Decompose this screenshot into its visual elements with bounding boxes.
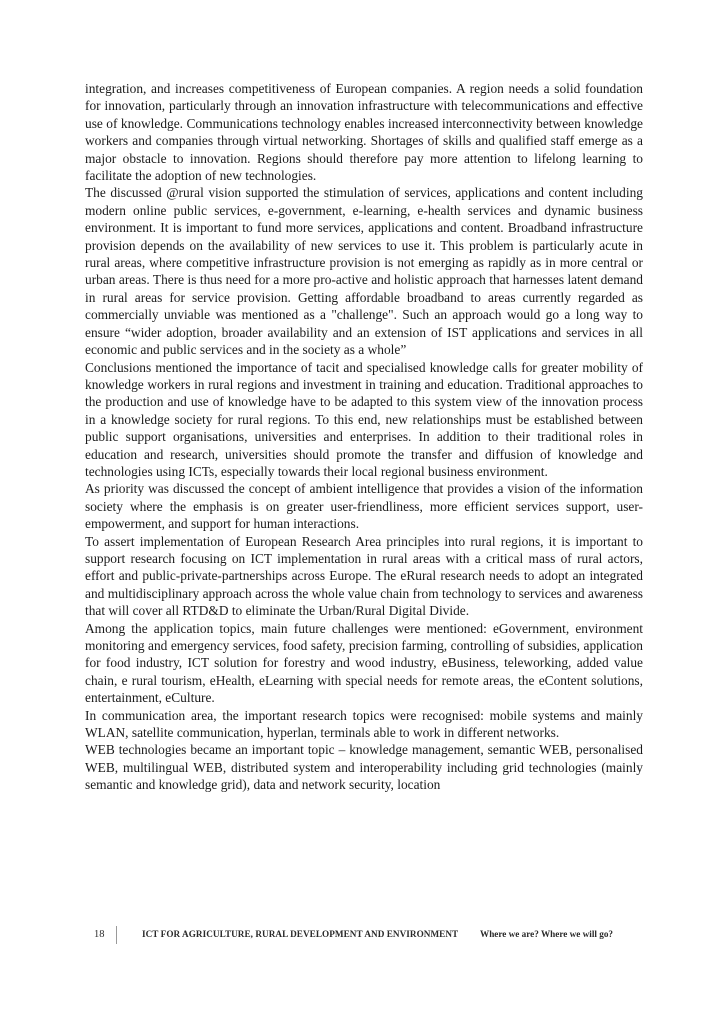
page-number: 18 [94,929,105,940]
footer-title: ICT FOR AGRICULTURE, RURAL DEVELOPMENT AND ENVIRONMENT [142,929,459,939]
paragraph: Conclusions mentioned the importance of tacit and specialised knowledge calls for greater mobility of knowledge workers in rural regions and investment in training and education. Traditional approaches to the production and use of knowledge have to be adapted to this system view of the innovation process in a knowledge society for rural regions. To this end, new relationships must be established between public support organisations, universities and enterprises. In addition to their traditional roles in education and research, universities should promote the transfer and diffusion of knowledge and technologies using ICTs, especially towards their local regional business environment. [85,359,643,479]
paragraph: WEB technologies became an important topic – knowledge management, semantic WEB, personalised WEB, multilingual WEB, distributed system and interoperability including grid technologies (mainly semantic and knowledge grid), data and network security, location [85,742,643,793]
paragraph: To assert implementation of European Research Area principles into rural regions, it is important to support research focusing on ICT implementation in rural areas with a critical mass of rural actors, effort and public-private-partnerships across Europe. The eRural research needs to adopt an integrated and multidisciplinary approach across the whole value chain from technology to services and awareness that will cover all RTD&D to eliminate the Urban/Rural Digital Divide. [85,533,643,619]
paragraph: In communication area, the important research topics were recognised: mobile systems and mainly WLAN, satellite communication, hyperlan, terminals able to work in different networks. [85,707,643,741]
paragraph: integration, and increases competitiveness of European companies. A region needs a solid foundation for innovation, particularly through an innovation infrastructure with telecommunications and effective use of knowledge. Communications technology enables increased interconnectivity between knowledge workers and companies through virtual networking. Shortages of skills and qualified staff emerge as a major obstacle to innovation. Regions should therefore pay more attention to lifelong learning to facilitate the adoption of new technologies. [85,81,643,184]
body-text [85,80,643,794]
page-footer [85,926,645,944]
paragraph: As priority was discussed the concept of ambient intelligence that provides a vision of the information society where the emphasis is on greater user-friendliness, more efficient services support, user-empowerment, and support for human interactions. [85,481,643,532]
footer-divider [116,926,117,944]
paragraph: The discussed @rural vision supported the stimulation of services, applications and content including modern online public services, e-government, e-learning, e-health services and dynamic business environment. It is important to fund more services, applications and content. Broadband infrastructure provision depends on the availability of new services to use it. This problem is particularly acute in rural areas, where competitive infrastructure provision is not emerging as rapidly as in more central or urban areas. There is thus need for a more pro-active and holistic approach that harnesses latent demand in rural areas for service provision. Getting affordable broadband to areas currently regarded as commercially unviable was mentioned as a "challenge". Such an approach would go a long way to ensure “wider adoption, broader availability and an extension of IST applications and services in all economic and public services and in the society as a whole” [85,185,643,358]
paragraph: Among the application topics, main future challenges were mentioned: eGovernment, environment monitoring and emergency services, food safety, precision farming, controlling of subsidies, application for food industry, ICT solution for forestry and wood industry, eBusiness, teleworking, added value chain, e rural tourism, eHealth, eLearning with special needs for remote areas, the eContent solutions, entertainment, eCulture. [85,620,643,706]
footer-subtitle: Where we are? Where we will go? [480,929,614,939]
